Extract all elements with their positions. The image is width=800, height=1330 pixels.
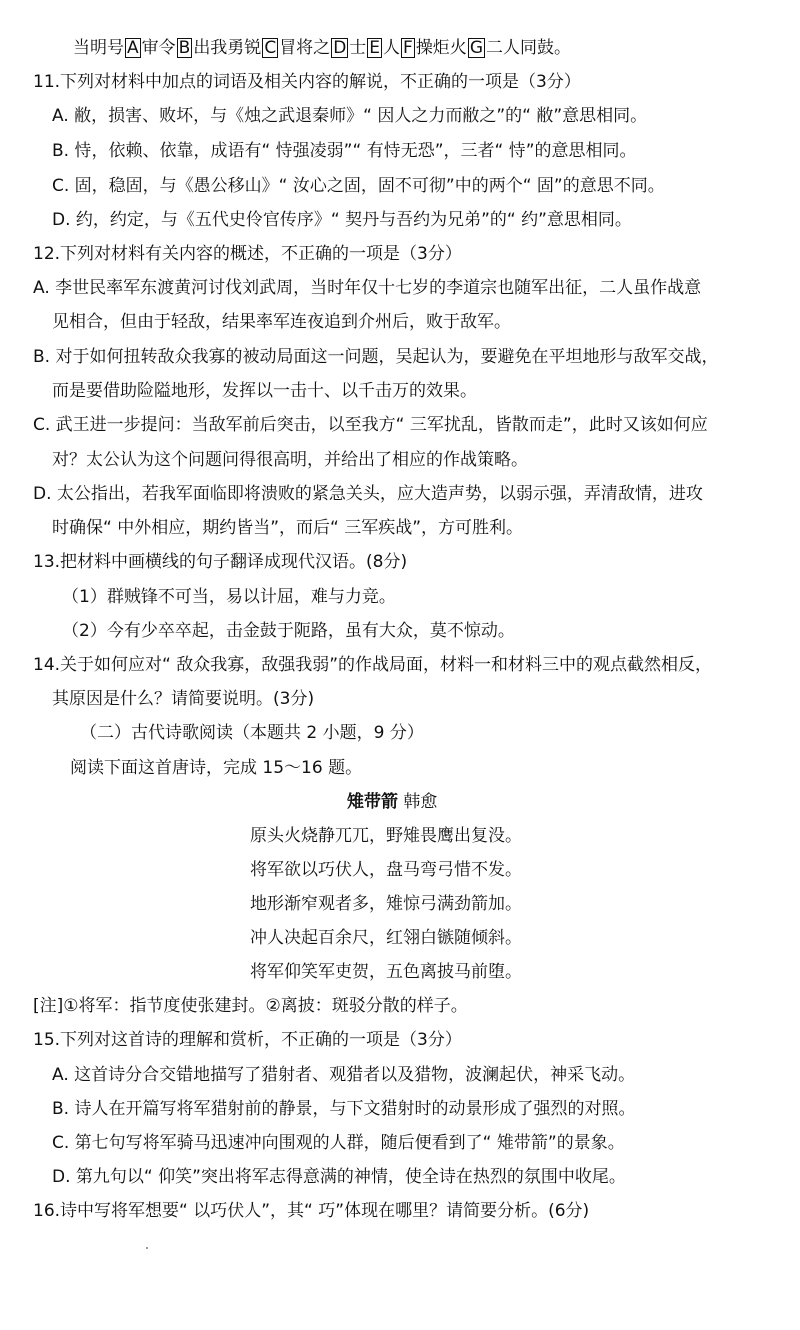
box-letter-d: D [333, 38, 347, 58]
header-segment-c: 冒将之 [279, 38, 331, 58]
poem-line-1: 原头火烧静兀兀，野雉畏鹰出复没。 [250, 826, 522, 846]
q12-stem: 12.下列对材料有关内容的概述，不正确的一项是（3分） [33, 244, 462, 264]
speck-dot [146, 1247, 148, 1249]
poem-line-3: 地形渐窄观者多，雉惊弓满劲箭加。 [250, 894, 522, 914]
poem-note: [注]①将军：指节度使张建封。②离披：斑驳分散的样子。 [33, 996, 468, 1016]
q12-option-d-line1: D. 太公指出，若我军面临即将溃败的紧急关头，应大造声势，以弱示强，弄清敌情，进攻 [33, 484, 703, 504]
header-segment-g: 二人同鼓。 [486, 38, 571, 58]
header-line [73, 37, 571, 59]
poem-author: 韩愈 [403, 792, 438, 812]
q13-sentence-2: （2）今有少卒卒起，击金鼓于阨路，虽有大众，莫不惊动。 [62, 621, 515, 641]
q11-stem: 11.下列对材料中加点的词语及相关内容的解说，不正确的一项是（3分） [33, 72, 581, 92]
section2-heading: （二）古代诗歌阅读（本题共 2 小题，9 分） [80, 723, 424, 743]
q15-option-d: D. 第九句以“ 仰笑”突出将军志得意满的神情，使全诗在热烈的氛围中收尾。 [52, 1167, 626, 1187]
poem-title: 雉带箭 [347, 792, 398, 812]
q12-option-d-line2: 时确保“ 中外相应，期约皆当”，而后“ 三军疾战”，方可胜利。 [52, 518, 524, 538]
q12-option-b-line2: 而是要借助险隘地形，发挥以一击十、以千击万的效果。 [52, 381, 477, 401]
q14-line-1: 14.关于如何应对“ 敌众我寡，敌强我弱”的作战局面，材料一和材料三中的观点截然相反， [33, 655, 713, 675]
section2-instruction: 阅读下面这首唐诗，完成 15～16 题。 [70, 758, 363, 778]
q12-option-b-line1: B. 对于如何扭转敌众我寡的被动局面这一问题，吴起认为，要避免在平坦地形与敌军交战， [33, 347, 719, 367]
header-segment-b: 出我勇锐 [193, 38, 262, 58]
poem-title-line [347, 791, 437, 813]
q12-option-a-line1: A. 李世民率军东渡黄河讨伐刘武周，当时年仅十七岁的李道宗也随军出征，二人虽作战意 [33, 278, 702, 298]
q15-stem: 15.下列对这首诗的理解和赏析，不正确的一项是（3分） [33, 1030, 462, 1050]
q13-stem: 13.把材料中画横线的句子翻译成现代汉语。(8分) [33, 552, 408, 572]
q13-sentence-1: （1）群贼锋不可当，易以计屈，难与力竞。 [62, 587, 396, 607]
header-segment-f: 操炬火 [415, 38, 467, 58]
q11-option-c: C. 固，稳固，与《愚公移山》“ 汝心之固，固不可彻”中的两个“ 固”的意思不同。 [52, 176, 665, 196]
q12-option-c-line1: C. 武王进一步提问：当敌军前后突击，以至我方“ 三军扰乱，皆散而走”，此时又该如何应 [33, 415, 708, 435]
box-letter-f: F [403, 38, 413, 58]
box-letter-a: A [127, 38, 139, 58]
box-letter-g: G [469, 38, 483, 58]
header-segment-d: 士 [349, 38, 367, 58]
header-segment-e: 人 [383, 38, 401, 58]
header-prefix: 当明号 [73, 38, 124, 58]
box-letter-e: E [369, 38, 381, 58]
q14-line-2: 其原因是什么？请简要说明。(3分) [52, 689, 315, 709]
q16-stem: 16.诗中写将军想要“ 以巧伏人”，其“ 巧”体现在哪里？请简要分析。(6分) [33, 1201, 590, 1221]
q15-option-b: B. 诗人在开篇写将军猎射前的静景，与下文猎射时的动景形成了强烈的对照。 [52, 1099, 636, 1119]
q11-option-b: B. 恃，依赖、依靠，成语有“ 恃强凌弱”“ 有恃无恐”，三者“ 恃”的意思相同。 [52, 141, 637, 161]
q15-option-c: C. 第七句写将军骑马迅速冲向围观的人群，随后便看到了“ 雉带箭”的景象。 [52, 1133, 625, 1153]
poem-line-4: 冲人决起百余尺，红翎白镞随倾斜。 [250, 928, 522, 948]
q15-option-a: A. 这首诗分合交错地描写了猎射者、观猎者以及猎物，波澜起伏，神采飞动。 [52, 1065, 636, 1085]
q11-option-d: D. 约，约定，与《五代史伶官传序》“ 契丹与吾约为兄弟”的“ 约”意思相同。 [52, 210, 632, 230]
q12-option-c-line2: 对？太公认为这个问题问得很高明，并给出了相应的作战策略。 [52, 450, 528, 470]
q11-option-a: A. 敝，损害、败坏，与《烛之武退秦师》“ 因人之力而敝之”的“ 敝”意思相同。 [52, 106, 648, 126]
box-letter-c: C [264, 38, 277, 58]
poem-line-5: 将军仰笑军吏贺，五色离披马前堕。 [250, 962, 522, 982]
q12-option-a-line2: 见相合，但由于轻敌，结果率军连夜追到介州后，败于敌军。 [52, 312, 511, 332]
poem-line-2: 将军欲以巧伏人，盘马弯弓惜不发。 [250, 860, 522, 880]
box-letter-b: B [178, 38, 191, 58]
header-segment-a: 审令 [141, 38, 176, 58]
